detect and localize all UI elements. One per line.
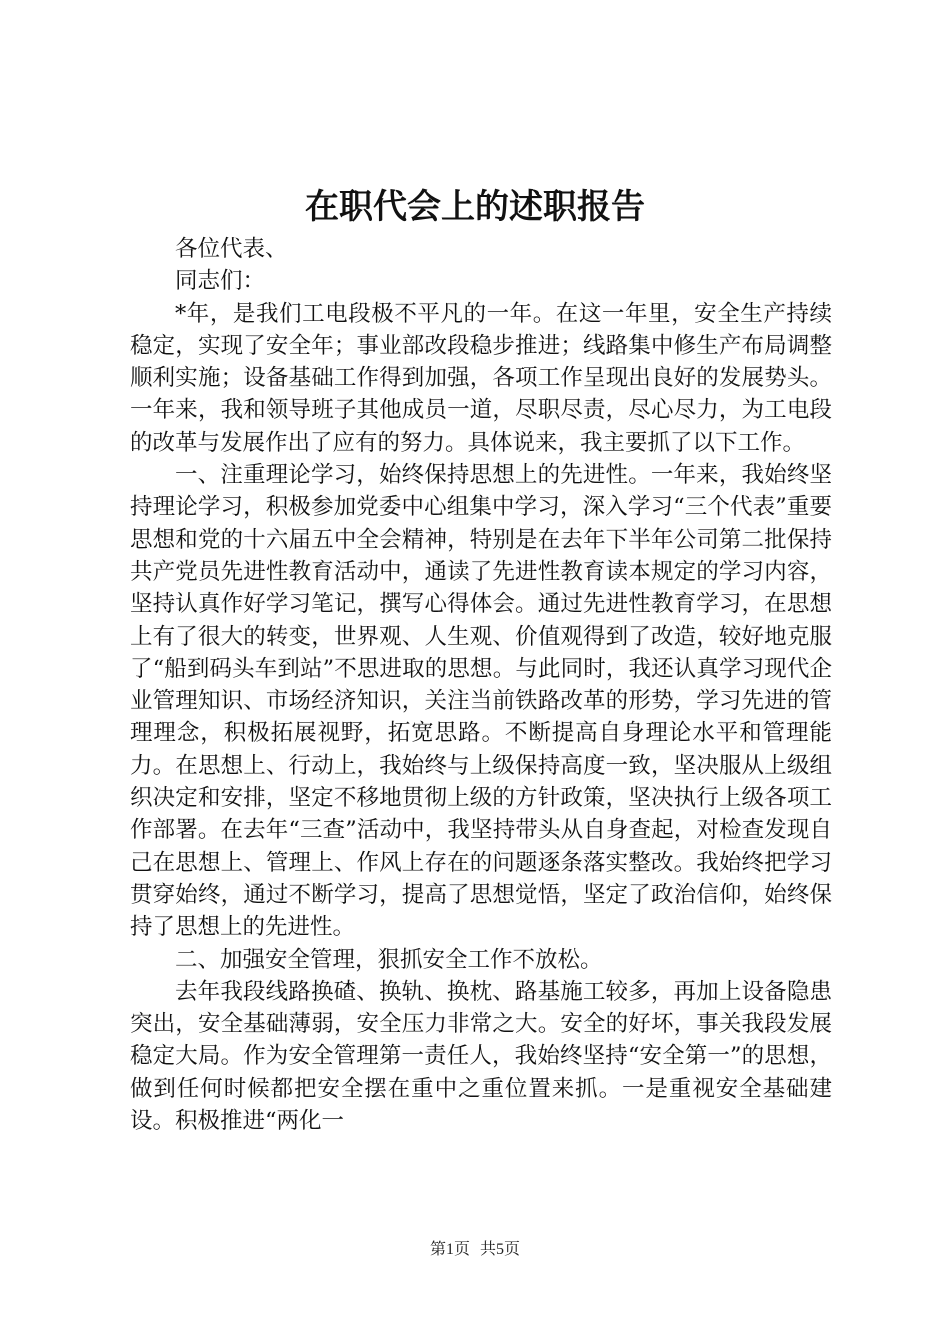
- page-total: 共5页: [480, 1241, 521, 1258]
- salutation-line: 各位代表、: [175, 236, 288, 262]
- body-paragraph: *年，是我们工电段极不平凡的一年。在这一年里，安全生产持续稳定，实现了安全年；事业部改段稳步推进；线路集中修生产布局调整顺利实施；设备基础工作得到加强，各项工作呈现出良好的发展势头。一年来，我和领导班子其他成员一道，尽职尽责，尽心尽力，为工电段的改革与发展作出了应有的努力。具体说来，我主要抓了以下工作。: [130, 300, 832, 456]
- page-footer: [0, 1238, 950, 1262]
- section-heading: 二、加强安全管理，狠抓安全工作不放松。: [175, 946, 603, 973]
- document-body: [130, 233, 832, 1137]
- page-number: 第1页: [429, 1241, 470, 1258]
- body-paragraph: 一、注重理论学习，始终保持思想上的先进性。一年来，我始终坚持理论学习，积极参加党委中心组集中学习，深入学习“三个代表”重要思想和党的十六届五中全会精神，特别是在去年下半年公司第二批保持共产党员先进性教育活动中，通读了先进性教育读本规定的学习内容，坚持认真作好学习笔记，撰写心得体会。通过先进性教育学习，在思想上有了很大的转变，世界观、人生观、价值观得到了改造，较好地克服了“船到码头车到站”不思进取的思想。与此同时，我还认真学习现代企业管理知识、市场经济知识，关注当前铁路改革的形势，学习先进的管理理念，积极拓展视野，拓宽思路。不断提高自身理论水平和管理能力。在思想上、行动上，我始终与上级保持高度一致，坚决服从上级组织决定和安排，坚定不移地贯彻上级的方针政策，坚决执行上级各项工作部署。在去年“三查”活动中，我坚持带头从自身查起，对检查发现自己在思想上、管理上、作风上存在的问题逐条落实整改。我始终把学习贯穿始终，通过不断学习，提高了思想觉悟，坚定了政治信仰，始终保持了思想上的先进性。: [130, 462, 832, 941]
- body-paragraph: 去年我段线路换碴、换轨、换枕、路基施工较多，再加上设备隐患突出，安全基础薄弱，安全压力非常之大。安全的好坏，事关我段发展稳定大局。作为安全管理第一责任人，我始终坚持“安全第一”的思想，做到任何时候都把安全摆在重中之重位置来抓。一是重视安全基础建设。积极推进“两化一: [130, 978, 832, 1135]
- salutation-line: 同志们：: [175, 268, 266, 295]
- document-title: 在职代会上的述职报告: [305, 187, 645, 227]
